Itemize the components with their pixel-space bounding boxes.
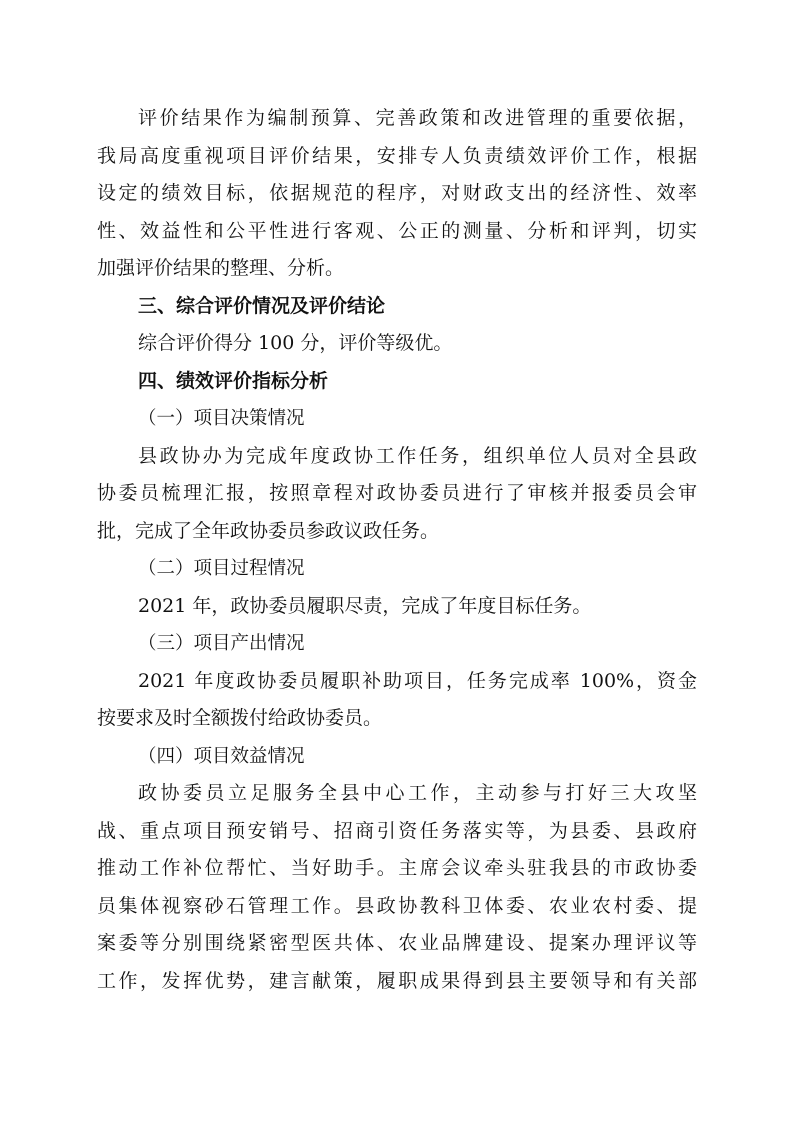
paragraph-line: 推动工作补位帮忙、当好助手。主席会议牵头驻我县的市政协委 (97, 857, 697, 879)
paragraph-line: 县政协办为完成年度政协工作任务，组织单位人员对全县政 (138, 444, 697, 467)
paragraph-line: 战、重点项目预安销号、招商引资任务落实等，为县委、县政府 (97, 819, 697, 842)
subsection-heading: （二）项目过程情况 (138, 558, 305, 579)
paragraph-line: 性、效益性和公平性进行客观、公正的测量、分析和评判，切实 (97, 219, 697, 242)
paragraph-line: 批，完成了全年政协委员参政议政任务。 (97, 519, 440, 542)
paragraph-line: 评价结果作为编制预算、完善政策和改进管理的重要依据， (138, 107, 697, 129)
section-heading: 四、绩效评价指标分析 (138, 369, 329, 392)
paragraph-line: 案委等分别围绕紧密型医共体、农业品牌建设、提案办理评议等 (97, 932, 697, 954)
document-page (97, 100, 697, 1000)
paragraph-line: 加强评价结果的整理、分析。 (97, 257, 345, 279)
subsection-heading: （三）项目产出情况 (138, 633, 305, 654)
paragraph-line: 协委员梳理汇报，按照章程对政协委员进行了审核并报委员会审 (97, 482, 697, 504)
paragraph-line: 工作，发挥优势，建言献策，履职成果得到县主要领导和有关部 (97, 969, 697, 992)
paragraph-line: 2021 年度政协委员履职补助项目，任务完成率 100%，资金 (138, 669, 697, 692)
paragraph-line: 我局高度重视项目评价结果，安排专人负责绩效评价工作，根据 (97, 144, 697, 167)
paragraph-line: 综合评价得分 100 分，评价等级优。 (138, 332, 453, 354)
paragraph-line: 按要求及时全额拨付给政协委员。 (97, 707, 383, 729)
paragraph-line: 员集体视察砂石管理工作。县政协教科卫体委、农业农村委、提 (97, 894, 697, 917)
subsection-heading: （四）项目效益情况 (138, 745, 305, 767)
section-heading: 三、综合评价情况及评价结论 (138, 294, 386, 317)
paragraph-line: 政协委员立足服务全县中心工作，主动参与打好三大攻坚 (138, 782, 697, 804)
paragraph-line: 2021 年，政协委员履职尽责，完成了年度目标任务。 (138, 594, 592, 617)
paragraph-line: 设定的绩效目标，依据规范的程序，对财政支出的经济性、效率 (97, 182, 697, 204)
subsection-heading: （一）项目决策情况 (138, 408, 305, 429)
